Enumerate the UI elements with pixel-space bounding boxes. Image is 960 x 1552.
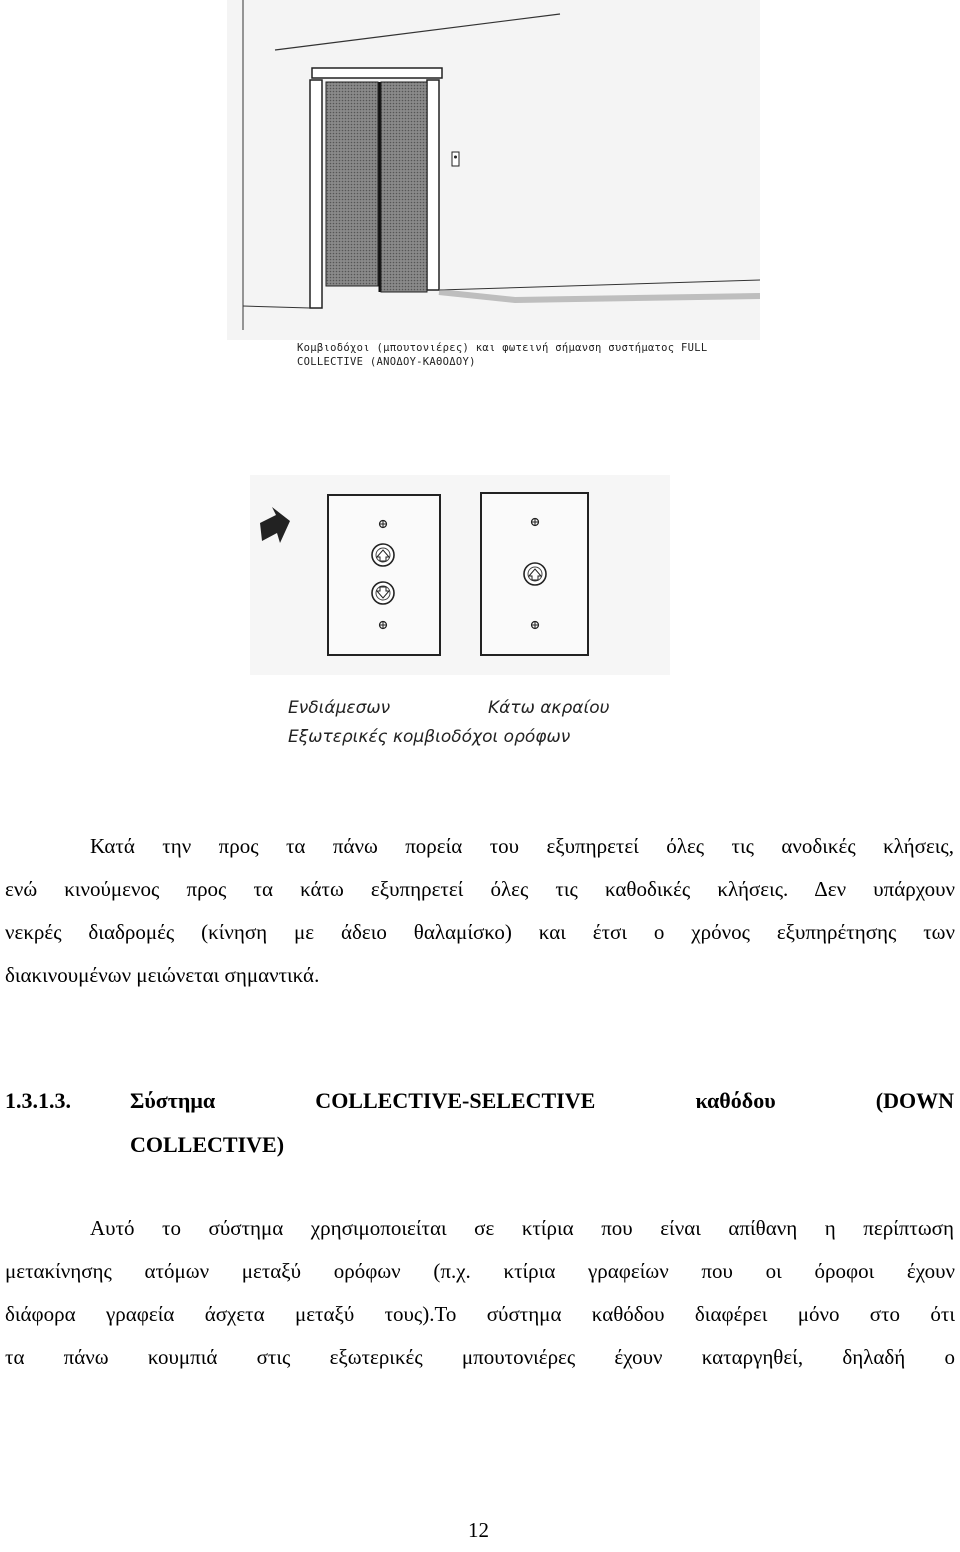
figure2-caption: Εξωτερικές κομβιοδόχοι ορόφων <box>288 727 571 747</box>
paragraph1-line-2: ενώ κινούμενος προς τα κάτω εξυπηρετεί όλες τις καθοδικές κλήσεις. Δεν υπάρχουν <box>5 877 955 901</box>
paragraph1-line-3: νεκρές διαδρομές (κίνηση με άδειο θαλαμίσκο) και έτσι ο χρόνος εξυπηρέτησης των <box>5 920 955 944</box>
button-panels-drawing <box>250 475 670 675</box>
paragraph2-line-4: τα πάνω κουμπιά στις εξωτερικές μπουτονιέρες έχουν καταργηθεί, δηλαδή ο <box>5 1345 955 1369</box>
page-number: 12 <box>468 1518 489 1542</box>
label-intermediate: Ενδιάμεσων <box>288 698 391 718</box>
figure-elevator-doors <box>215 0 760 380</box>
up-button-icon-right <box>524 563 546 585</box>
section-number: 1.3.1.3. <box>5 1088 71 1113</box>
section-title-line-1: Σύστημα COLLECTIVE-SELECTIVE καθόδου (DOWN <box>130 1088 954 1113</box>
figure-button-panels <box>250 475 670 765</box>
call-button-panel <box>452 152 459 166</box>
figure1-caption-line1: Κομβιοδόχοι (μπουτονιέρες) και φωτεινή σήμανση συστήματος FULL <box>297 342 708 354</box>
right-door <box>381 82 427 292</box>
left-door <box>326 82 378 286</box>
paragraph1-line-1: Κατά την προς τα πάνω πορεία του εξυπηρετεί όλες τις ανοδικές κλήσεις, <box>90 834 954 858</box>
paragraph2-line-2: μετακίνησης ατόμων μεταξύ ορόφων (π.χ. κτίρια γραφείων που οι όροφοι έχουν <box>5 1259 955 1283</box>
label-bottom-floor: Κάτω ακραίου <box>488 698 610 718</box>
paragraph2-line-1: Αυτό το σύστημα χρησιμοποιείται σε κτίρια που είναι απίθανη η περίπτωση <box>90 1216 954 1240</box>
paragraph2-line-3: διάφορα γραφεία άσχετα μεταξύ τους).Το σύστημα καθόδου διαφέρει μόνο στο ότι <box>5 1302 955 1326</box>
panel-intermediate <box>328 495 440 655</box>
down-button-icon <box>372 582 394 604</box>
section-title-line-2: COLLECTIVE) <box>130 1132 285 1157</box>
up-button-icon <box>372 544 394 566</box>
figure1-caption-line2: COLLECTIVE (ΑΝΟΔΟΥ-ΚΑΘΟΔΟΥ) <box>297 356 476 368</box>
paragraph1-line-4: διακινουμένων μειώνεται σημαντικά. <box>5 963 320 987</box>
elevator-doors-drawing <box>215 0 760 340</box>
